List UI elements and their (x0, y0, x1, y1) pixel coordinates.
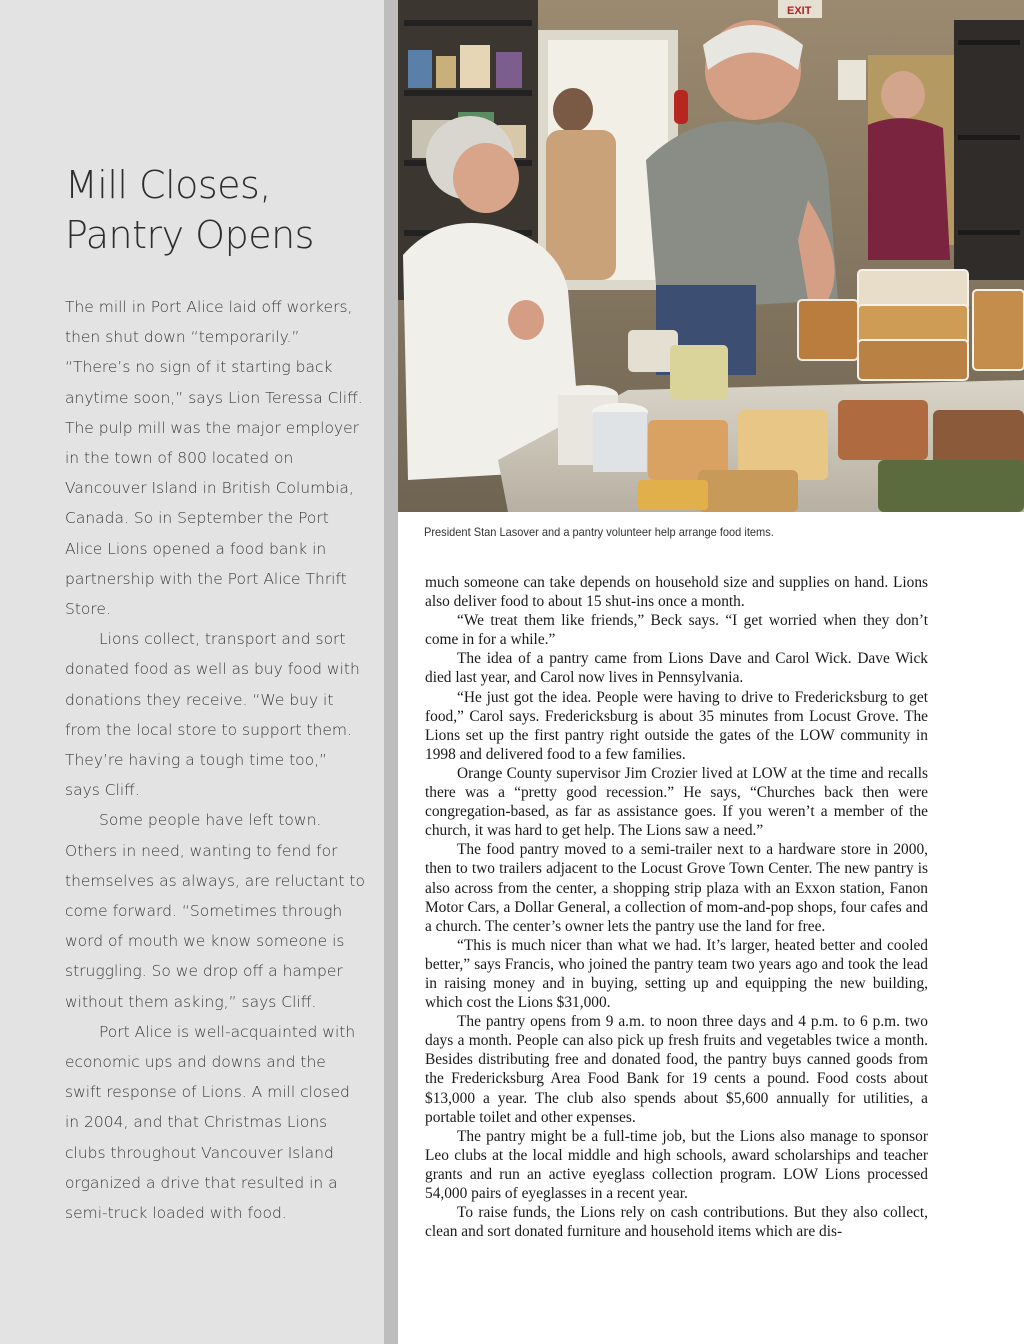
sidebar-title-line-1: Mill Closes, (65, 163, 271, 207)
sidebar-title (65, 160, 365, 260)
article-paragraph: “This is much nicer than what we had. It’s larger, heated better and cooled better,” says Francis, who joined the pantry team two years ago and took the lead in raising money and in buying, setting up and equipping the new building, which cost the Lions $31,000. (425, 936, 928, 1012)
article-paragraph: The idea of a pantry came from Lions Dave and Carol Wick. Dave Wick died last year, and Carol now lives in Pennsylvania. (425, 650, 928, 687)
sidebar-paragraph: Lions collect, transport and sort donated food as well as buy food with donations they receive. “We buy it from the local store to support them. They’re having a tough time too,” says Cliff. (65, 630, 360, 800)
photo-caption: President Stan Lasover and a pantry volunteer help arrange food items. (424, 525, 774, 539)
sidebar-title-line-2: Pantry Opens (65, 213, 314, 257)
article-paragraph: To raise funds, the Lions rely on cash contributions. But they also collect, clean and sort donated furniture and household items which are dis- (425, 1204, 928, 1241)
pantry-photo (398, 0, 1024, 512)
article-paragraph: Orange County supervisor Jim Crozier lived at LOW at the time and recalls there was a “pretty good recession.” He says, “Churches back then were congregation-based, as far as assistance goes. If you weren’t a member of the church, it was hard to get help. The Lions saw a need.” (425, 764, 928, 840)
article-paragraph: “We treat them like friends,” Beck says. “I get worried when they don’t come in for a while.” (425, 612, 928, 649)
article-paragraph: much someone can take depends on household size and supplies on hand. Lions also deliver food to about 15 shut-ins once a month. (425, 574, 928, 611)
sidebar-paragraph: Port Alice is well-acquainted with economic ups and downs and the swift response of Lions. A mill closed in 2004, and that Christmas Lions clubs throughout Vancouver Island organized a drive that resulted in a semi-truck loaded with food. (65, 1022, 356, 1223)
article-paragraph: “He just got the idea. People were having to drive to Fredericksburg to get food,” Carol says. Fredericksburg is about 35 minutes from Locust Grove. The Lions set up the first pantry right outside the gates of the LOW community in 1998 and delivered food to a few families. (425, 688, 928, 763)
article-body (425, 573, 928, 1241)
article-paragraph: The pantry opens from 9 a.m. to noon three days and 4 p.m. to 6 p.m. two days a month. People can also pick up fresh fruits and vegetables twice a month. Besides distributing free and donated food, the pantry buys canned goods from the Fredericksburg Area Food Bank for 19 cents a pound. Food costs about $13,000 a year. The club also spends about $5,600 annually for utilities, a portable toilet and other expenses. (425, 1013, 928, 1126)
article-paragraph: The pantry might be a full-time job, but the Lions also manage to sponsor Leo clubs at the local middle and high schools, award scholarships and teacher grants and run an active eyeglass collection program. LOW Lions processed 54,000 pairs of eyeglasses in a recent year. (425, 1127, 928, 1202)
sidebar-paragraph: Some people have left town. Others in need, wanting to fend for themselves as always, are reluctant to come forward. “Sometimes through word of mouth we know someone is struggling. So we drop off a hamper without them asking,” says Cliff. (65, 811, 365, 1011)
sidebar-edge-strip (384, 0, 398, 1344)
sidebar-panel (0, 0, 384, 1344)
sidebar-paragraph: The mill in Port Alice laid off workers, then shut down “temporarily.” “There’s no sign of it starting back anytime soon,” says Lion Teressa Cliff. The pulp mill was the major employer in the town of 800 located on Vancouver Island in British Columbia, Canada. So in September the Port Alice Lions opened a food bank in partnership with the Port Alice Thrift Store. (65, 298, 363, 619)
sidebar-story (65, 292, 365, 1228)
exit-sign-text: EXIT (787, 5, 812, 17)
article-paragraph: The food pantry moved to a semi-trailer next to a hardware store in 2000, then to two trailers adjacent to the Locust Grove Town Center. The new pantry is also across from the center, a shopping strip plaza with an Exxon station, Fanon Motor Cars, a Dollar General, a collection of mom-and-pop shops, four cafes and a church. The center’s owner lets the pantry use the land for free. (425, 841, 928, 935)
